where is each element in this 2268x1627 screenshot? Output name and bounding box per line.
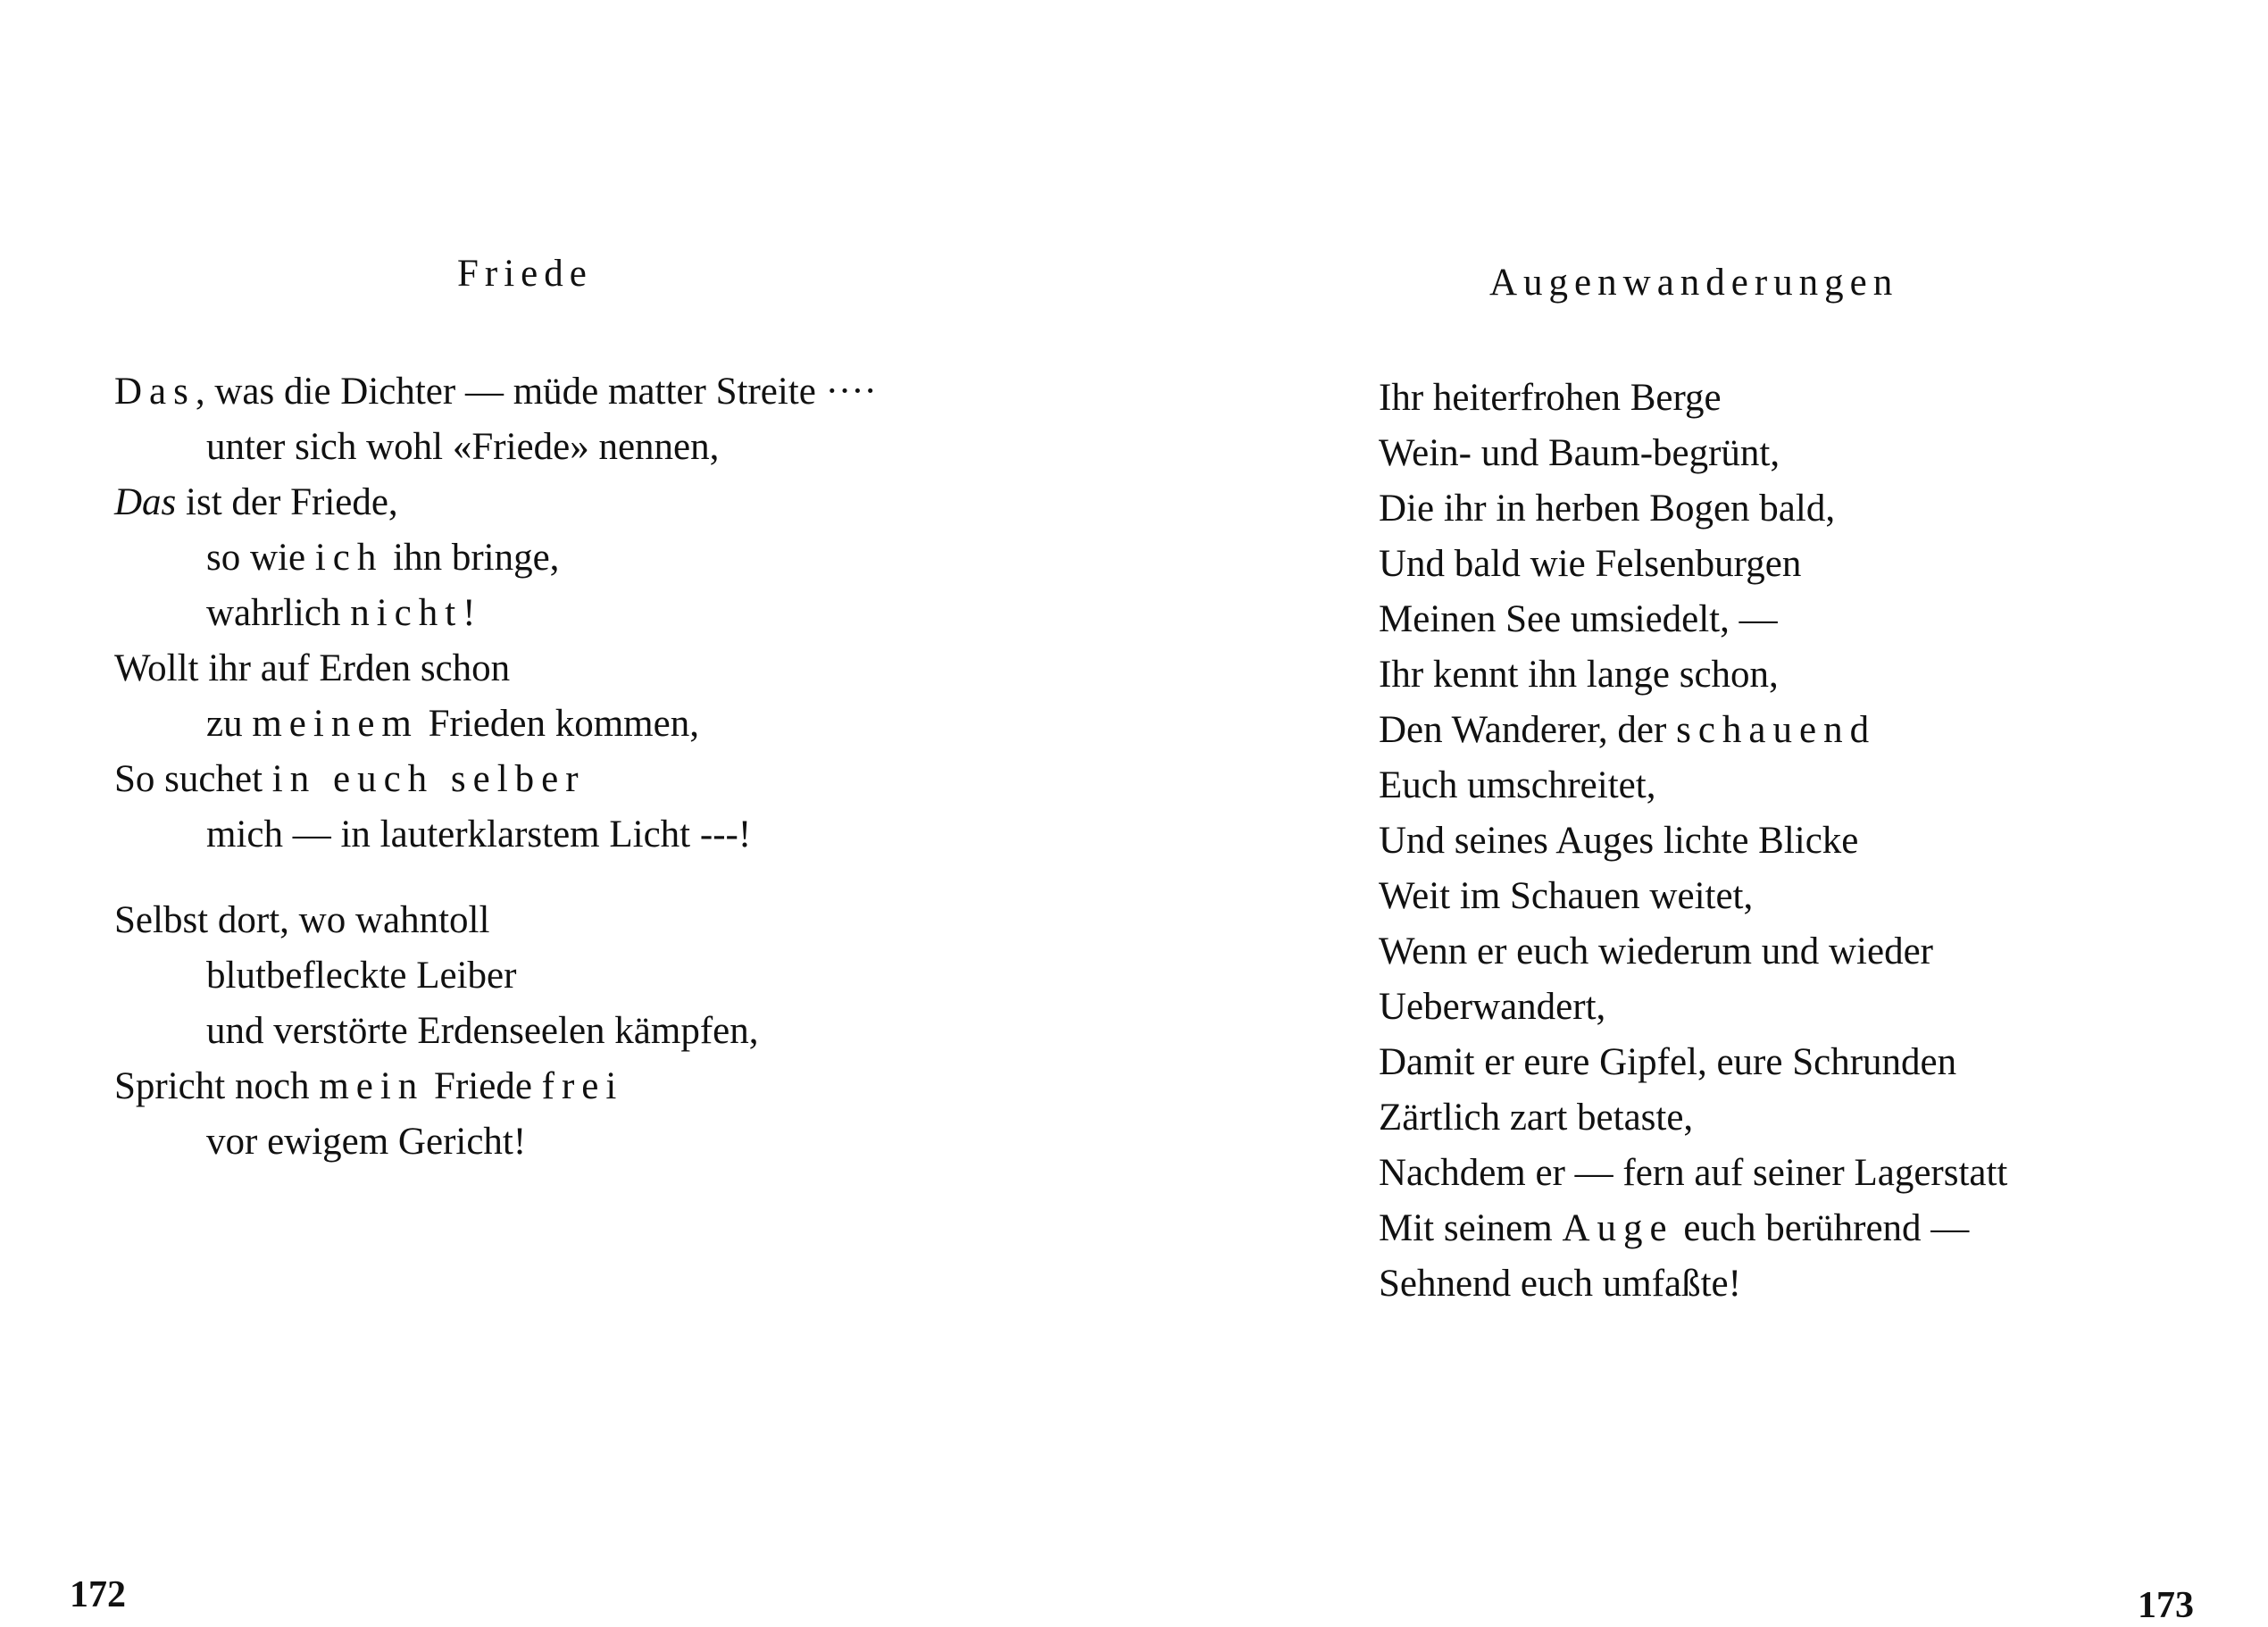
- line-segment: und verstörte Erdenseelen kämpfen,: [206, 1010, 759, 1052]
- line-segment: Das: [114, 481, 177, 523]
- line-segment: so wie: [206, 537, 315, 579]
- line-segment: Das: [114, 371, 196, 413]
- line-segment: unter sich wohl «Friede» nennen,: [206, 426, 720, 468]
- poem-line: [114, 530, 877, 586]
- line-segment: Und seines Auges lichte Blicke: [1379, 820, 1859, 862]
- poem-line: [114, 586, 877, 641]
- poem-line: [1379, 1201, 2007, 1256]
- poem-line: [1379, 1035, 2007, 1090]
- line-segment: Ihr kennt ihn lange schon,: [1379, 654, 1779, 696]
- poem-line: [114, 807, 877, 863]
- line-segment: vor ewigem Gericht!: [206, 1121, 527, 1163]
- line-segment: Euch umschreitet,: [1379, 764, 1656, 806]
- line-segment: Meinen See umsiedelt, —: [1379, 598, 1778, 640]
- line-segment: Weit im Schauen weitet,: [1379, 875, 1754, 917]
- line-segment: , was die Dichter — müde matter Streite ····: [195, 371, 877, 413]
- line-segment: Damit er eure Gipfel, eure Schrunden: [1379, 1041, 1957, 1083]
- line-segment: frei: [541, 1065, 624, 1107]
- line-segment: meinem: [252, 703, 419, 745]
- page-number: 173: [2138, 1585, 2194, 1626]
- line-segment: Spricht noch: [114, 1065, 320, 1107]
- line-segment: Zärtlich zart betaste,: [1379, 1097, 1694, 1139]
- line-segment: Und bald wie Felsenburgen: [1379, 543, 1802, 585]
- line-segment: Sehnend euch umfaßte!: [1379, 1263, 1741, 1305]
- line-segment: Selbst dort, wo wahntoll: [114, 899, 490, 941]
- line-segment: ich: [314, 537, 384, 579]
- left-page: [0, 0, 1134, 1625]
- poem-line: [114, 364, 877, 420]
- line-segment: Ueberwandert,: [1379, 986, 1606, 1028]
- poem-line: [1379, 869, 2007, 924]
- poem-line: [1379, 592, 2007, 647]
- line-segment: schauend: [1676, 709, 1877, 751]
- poem-line: [1379, 426, 2007, 481]
- poem-line: [1379, 758, 2007, 814]
- poem-line: [114, 752, 877, 807]
- line-segment: euch berührend —: [1673, 1207, 1970, 1249]
- poem-line: [1379, 924, 2007, 980]
- line-segment: in euch selber: [271, 758, 586, 800]
- poem-line: [114, 893, 877, 948]
- line-segment: Friede: [424, 1065, 542, 1107]
- poem-line: [114, 641, 877, 697]
- poem-friede: [114, 364, 877, 1170]
- poem-line: [1379, 371, 2007, 426]
- line-segment: ist der Friede,: [176, 481, 398, 523]
- poem-line: [1379, 481, 2007, 537]
- line-segment: ihn bringe,: [383, 537, 560, 579]
- line-segment: mein: [319, 1065, 425, 1107]
- poem-line: [1379, 647, 2007, 703]
- line-segment: Frieden kommen,: [418, 703, 699, 745]
- poem-line: [114, 1114, 877, 1170]
- line-segment: Auge: [1562, 1207, 1674, 1249]
- line-segment: wahrlich: [206, 592, 351, 634]
- line-segment: So suchet: [114, 758, 272, 800]
- stanza-break: [114, 863, 877, 893]
- line-segment: zu: [206, 703, 253, 745]
- poem-line: [114, 420, 877, 475]
- line-segment: Ihr heiterfrohen Berge: [1379, 377, 1722, 419]
- line-segment: Wollt ihr auf Erden schon: [114, 647, 511, 689]
- poem-title-friede: Friede: [457, 253, 593, 295]
- poem-line: [114, 697, 877, 752]
- poem-line: [114, 1059, 877, 1114]
- poem-augenwanderungen: [1379, 371, 2007, 1312]
- poem-line: [1379, 1090, 2007, 1146]
- line-segment: Wenn er euch wiederum und wieder: [1379, 930, 1933, 972]
- poem-line: [114, 475, 877, 530]
- poem-line: [1379, 980, 2007, 1035]
- poem-line: [1379, 1146, 2007, 1201]
- page-number: 172: [70, 1574, 126, 1615]
- poem-line: [114, 1004, 877, 1059]
- line-segment: Nachdem er — fern auf seiner Lagerstatt: [1379, 1152, 2008, 1194]
- line-segment: Wein- und Baum-begrünt,: [1379, 432, 1780, 474]
- line-segment: Den Wanderer, der: [1379, 709, 1677, 751]
- right-page: [1134, 0, 2268, 1625]
- poem-line: [1379, 537, 2007, 592]
- poem-line: [1379, 814, 2007, 869]
- poem-line: [114, 948, 877, 1004]
- poem-title-augenwanderungen: Augenwanderungen: [1489, 262, 1899, 304]
- poem-line: [1379, 1256, 2007, 1312]
- line-segment: Die ihr in herben Bogen bald,: [1379, 488, 1836, 530]
- line-segment: mich — in lauterklarstem Licht ---!: [206, 814, 752, 855]
- line-segment: nicht!: [350, 592, 483, 634]
- line-segment: blutbefleckte Leiber: [206, 955, 517, 997]
- poem-line: [1379, 703, 2007, 758]
- line-segment: Mit seinem: [1379, 1207, 1563, 1249]
